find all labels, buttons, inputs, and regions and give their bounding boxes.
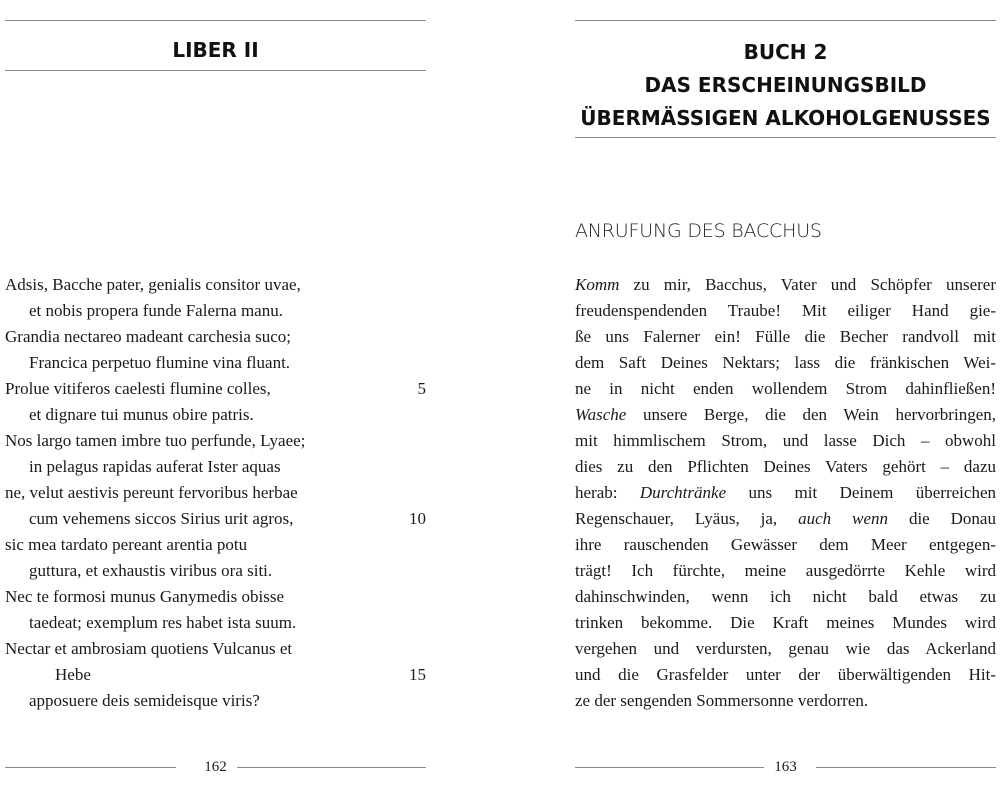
prose-line xyxy=(575,636,996,662)
heading-rule xyxy=(575,137,996,138)
heading-line: DAS ERSCHEINUNGSBILD xyxy=(644,73,927,97)
verse-text: taedeat; exemplum res habet ista suum. xyxy=(29,613,297,632)
verse-line xyxy=(5,298,426,324)
prose-text: vergehen und verdursten, genau wie das Ackerland xyxy=(575,639,996,658)
prose-line xyxy=(575,584,996,610)
page-heading: LIBER II xyxy=(172,38,259,62)
verse-line xyxy=(5,480,426,506)
verse-line xyxy=(5,558,426,584)
verse-text: Adsis, Bacche pater, genialis consitor uvae, xyxy=(5,275,301,294)
prose-text: ihre rauschenden Gewässer dem Meer entgegen- xyxy=(575,535,996,554)
verse-text: apposuere deis semideisque viris? xyxy=(29,691,260,710)
verse-line xyxy=(5,324,426,350)
verse-text: et nobis propera funde Falerna manu. xyxy=(29,301,283,320)
prose-line xyxy=(575,428,996,454)
prose-text: zu mir, Bacchus, Vater und Schöpfer unserer xyxy=(619,275,996,294)
prose-line xyxy=(575,350,996,376)
verse-line xyxy=(5,532,426,558)
line-number: 15 xyxy=(409,665,426,684)
verse-text: Prolue vitiferos caelesti flumine colles, xyxy=(5,379,271,398)
verse-line xyxy=(5,584,426,610)
verse-text: Nectar et ambrosiam quotiens Vulcanus et xyxy=(5,639,293,658)
german-prose xyxy=(575,272,996,714)
top-rule xyxy=(575,20,996,21)
verse-line xyxy=(5,428,426,454)
prose-line xyxy=(575,610,996,636)
heading-rule xyxy=(5,70,426,71)
prose-line xyxy=(575,662,996,688)
prose-text: trinken bekomme. Die Kraft meines Mundes wird xyxy=(575,613,996,632)
prose-line xyxy=(575,298,996,324)
prose-text: dahinschwinden, wenn ich nicht bald etwas zu xyxy=(575,587,996,606)
emphasis-text: Komm xyxy=(575,275,620,294)
verse-text: Nos largo tamen imbre tuo perfunde, Lyaee; xyxy=(5,431,306,450)
verse-line xyxy=(5,402,426,428)
page-number: 162 xyxy=(194,759,237,775)
page-footer xyxy=(5,757,426,777)
prose-text: Regenschauer, Lyäus, ja, xyxy=(575,509,799,528)
prose-line xyxy=(575,506,996,532)
verse-text: Grandia nectareo madeant carchesia suco; xyxy=(5,327,292,346)
prose-text: ze der sengenden Sommersonne verdorren. xyxy=(575,691,869,710)
verse-text: Hebe xyxy=(55,665,91,684)
prose-text: mit himmlischem Strom, und lasse Dich – obwohl xyxy=(575,431,996,450)
verse-text: Nec te formosi munus Ganymedis obisse xyxy=(5,587,285,606)
verse-text: cum vehemens siccos Sirius urit agros, xyxy=(29,509,294,528)
prose-line xyxy=(575,454,996,480)
line-number: 5 xyxy=(417,379,426,398)
line-number: 10 xyxy=(409,509,426,528)
page-footer xyxy=(575,757,996,777)
verse-line xyxy=(5,272,426,298)
page-number: 163 xyxy=(764,759,807,775)
top-rule xyxy=(5,20,426,21)
emphasis-text: Durchtränke xyxy=(639,483,727,502)
prose-text: und die Grasfelder unter der überwältigenden Hit- xyxy=(575,665,996,684)
prose-text: die Donau xyxy=(888,509,996,528)
verse-text: guttura, et exhaustis viribus ora siti. xyxy=(29,561,273,580)
verse-text: ne, velut aestivis pereunt fervoribus herbae xyxy=(5,483,298,502)
verse-line xyxy=(5,610,426,636)
prose-line xyxy=(575,272,996,298)
prose-line xyxy=(575,558,996,584)
heading-line: BUCH 2 xyxy=(743,40,828,64)
prose-text: herab: xyxy=(575,483,640,502)
verse-text: in pelagus rapidas auferat Ister aquas xyxy=(29,457,281,476)
prose-text: trägt! Ich fürchte, meine ausgedörrte Kehle wird xyxy=(575,561,996,580)
verse-line xyxy=(5,506,426,532)
prose-line xyxy=(575,402,996,428)
prose-line xyxy=(575,688,996,714)
emphasis-text: auch wenn xyxy=(798,509,888,528)
verse-line xyxy=(5,454,426,480)
prose-text: ße uns Falerner ein! Fülle die Becher randvoll mit xyxy=(575,327,996,346)
page-heading xyxy=(575,36,996,135)
prose-text: dem Saft Deines Nektars; lass die fränkischen Wei- xyxy=(575,353,996,372)
prose-line xyxy=(575,480,996,506)
heading-line: ÜBERMÄSSIGEN ALKOHOLGENUSSES xyxy=(580,106,991,130)
section-title: ANRUFUNG DES BACCHUS xyxy=(575,220,822,242)
prose-line xyxy=(575,376,996,402)
verse-line xyxy=(5,376,426,402)
prose-text: unsere Berge, die den Wein hervorbringen, xyxy=(626,405,996,424)
emphasis-text: Wasche xyxy=(575,405,627,424)
verse-line xyxy=(5,662,426,688)
verse-text: et dignare tui munus obire patris. xyxy=(29,405,254,424)
verse-text: Francica perpetuo flumine vina fluant. xyxy=(29,353,291,372)
prose-text: uns mit Deinem überreichen xyxy=(726,483,996,502)
latin-verses xyxy=(5,272,426,714)
prose-text: dies zu den Pflichten Deines Vaters gehört – dazu xyxy=(575,457,996,476)
verse-line xyxy=(5,636,426,662)
prose-line xyxy=(575,532,996,558)
prose-text: ne in nicht enden wollendem Strom dahinfließen! xyxy=(575,379,996,398)
verse-line xyxy=(5,350,426,376)
verse-text: sic mea tardato pereant arentia potu xyxy=(5,535,248,554)
verse-line xyxy=(5,688,426,714)
prose-text: freudenspendenden Traube! Mit eiliger Hand gie- xyxy=(575,301,996,320)
prose-line xyxy=(575,324,996,350)
